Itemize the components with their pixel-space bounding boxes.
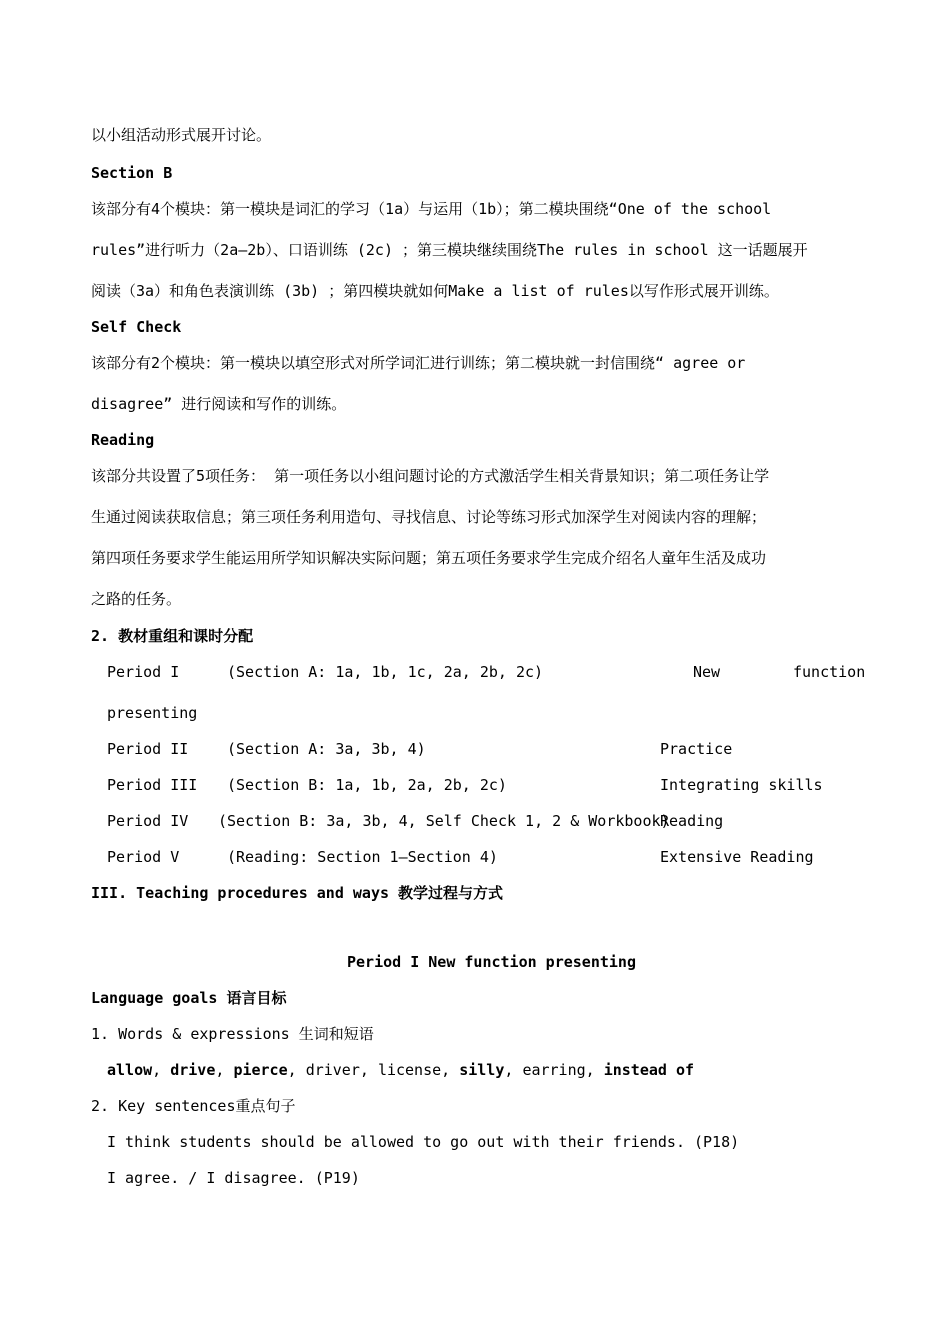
key-sentence-1: I think students should be allowed to go out with their friends. (P18) [107, 1133, 740, 1151]
section-b-line-2 [91, 240, 859, 260]
period-1-content: (Section A: 1a, 1b, 1c, 2a, 2b, 2c) [227, 663, 544, 681]
section-b-line-3: 阅读（3a）和角色表演训练 (3b) ；第四模块就如何Make a list of rules以写作形式展开训练。 [91, 282, 779, 300]
reading-line-3: 第四项任务要求学生能运用所学知识解决实际问题；第五项任务要求学生完成介绍名人童年生活及成功 [91, 549, 767, 567]
reading-heading: Reading [91, 431, 155, 449]
section-b-line-1 [91, 199, 859, 219]
period-4-type: Reading [660, 812, 724, 830]
period-2-content: (Section A: 3a, 3b, 4) [227, 740, 426, 758]
period-1-type-cont: presenting [107, 704, 198, 722]
vocab-word: earring [522, 1061, 586, 1079]
self-check-line-2: disagree” 进行阅读和写作的训练。 [91, 395, 347, 413]
period-2-name: Period II [107, 740, 189, 758]
period-3-content: (Section B: 1a, 1b, 2a, 2b, 2c) [227, 776, 507, 794]
period-3-name: Period III [107, 776, 198, 794]
period-5-content: (Reading: Section 1—Section 4) [227, 848, 498, 866]
reading-line-2: 生通过阅读获取信息；第三项任务利用造句、寻找信息、讨论等练习形式加深学生对阅读内容的理解； [91, 508, 767, 526]
self-check-line-1-text: 该部分有2个模块：第一模块以填空形式对所学词汇进行训练；第二模块就一封信围绕“ agree or [91, 354, 746, 372]
language-goals-heading: Language goals 语言目标 [91, 989, 287, 1007]
vocab-word: instead of [603, 1061, 695, 1079]
word-list: allow, drive, pierce, driver, license, silly, earring, instead of [107, 1061, 695, 1079]
section-b-heading: Section B [91, 164, 173, 182]
period-4-name: Period IV [107, 812, 189, 830]
intro-line: 以小组活动形式展开讨论。 [91, 126, 272, 144]
words-heading: 1. Words & expressions 生词和短语 [91, 1025, 374, 1043]
vocab-word: silly [459, 1061, 505, 1079]
period-5-name: Period V [107, 848, 180, 866]
period-2-type: Practice [660, 740, 733, 758]
period-3-type: Integrating skills [660, 776, 823, 794]
section-b-line-2-text: rules”进行听力（2a—2b）、口语训练 (2c) ；第三模块继续围绕The rules in school 这一话题展开 [91, 241, 808, 259]
vocab-word: license [377, 1061, 442, 1079]
section-b-line-1-text: 该部分有4个模块：第一模块是词汇的学习（1a）与运用（1b）；第二模块围绕“One of the school [91, 200, 772, 218]
vocab-word: allow [107, 1061, 153, 1079]
vocab-word: driver [305, 1061, 360, 1079]
period-5-type: Extensive Reading [660, 848, 814, 866]
sentences-heading: 2. Key sentences重点句子 [91, 1097, 296, 1115]
reading-line-1: 该部分共设置了5项任务： 第一项任务以小组问题讨论的方式激活学生相关背景知识；第二项任务让学 [91, 467, 770, 485]
key-sentence-2: I agree. / I disagree. (P19) [107, 1169, 360, 1187]
self-check-heading: Self Check [91, 318, 182, 336]
period-1-type-b: function [793, 663, 866, 681]
vocab-word: drive [170, 1061, 216, 1079]
self-check-line-1 [91, 353, 859, 373]
regroup-heading: 2. 教材重组和课时分配 [91, 627, 254, 645]
vocab-word: pierce [233, 1061, 288, 1079]
period-1-name: Period I [107, 663, 180, 681]
reading-line-4: 之路的任务。 [91, 590, 182, 608]
period-title: Period I New function presenting [347, 953, 636, 971]
procedures-heading: III. Teaching procedures and ways 教学过程与方式 [91, 884, 504, 902]
period-4-content: (Section B: 3a, 3b, 4, Self Check 1, 2 & Workbook) [218, 812, 670, 830]
period-1-type-a: New [693, 663, 721, 681]
